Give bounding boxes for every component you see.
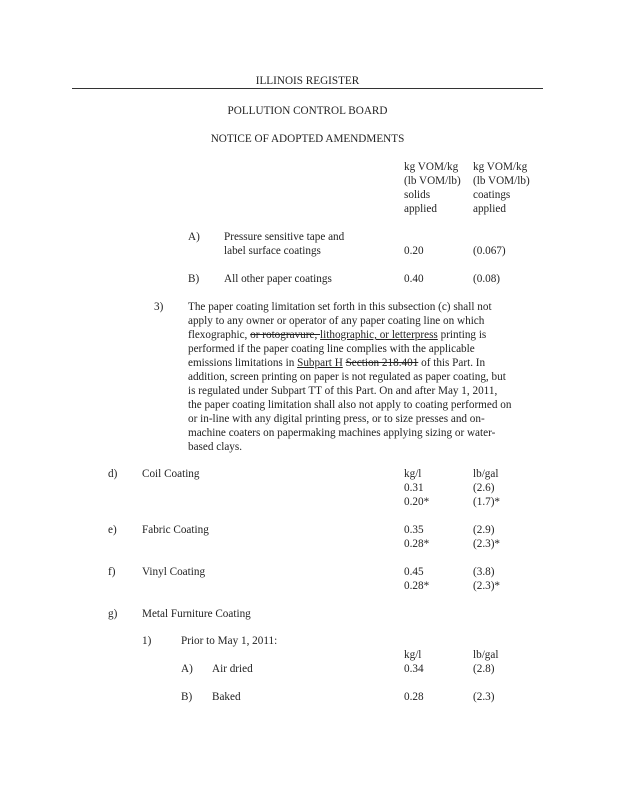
notice-title: NOTICE OF ADOPTED AMENDMENTS [210,133,405,145]
struck-text-rotogravure: or rotogravure, [250,329,321,341]
inserted-text-subpart-h: Subpart H [297,357,343,369]
item3-number: 3) [154,301,164,313]
board-title: POLLUTION CONTROL BOARD [227,105,388,117]
struck-text-section: Section 218.401 [345,357,419,369]
register-title: ILLINOIS REGISTER [255,75,360,87]
inserted-text-lithographic: lithographic, or letterpress [320,329,438,341]
header-rule [72,88,543,89]
